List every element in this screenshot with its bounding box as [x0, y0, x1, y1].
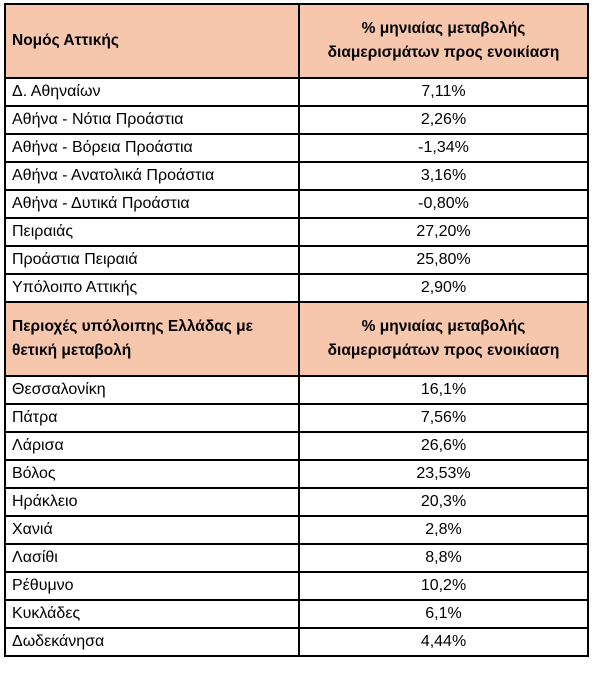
change-value: -1,34% — [299, 134, 588, 162]
region-name: Αθήνα - Ανατολικά Προάστια — [5, 162, 299, 190]
region-name: Υπόλοιπο Αττικής — [5, 274, 299, 302]
table-row — [5, 488, 588, 516]
section-header-attica — [5, 4, 588, 78]
section-header-value-line2: διαμερισμάτων προς ενοικίαση — [327, 44, 560, 61]
section-header-value — [299, 302, 588, 376]
region-name: Αθήνα - Νότια Προάστια — [5, 106, 299, 134]
table-row — [5, 516, 588, 544]
section-header-value-line1: % μηνιαίας μεταβολής — [361, 20, 526, 37]
section-header-label — [5, 302, 299, 376]
table-row — [5, 190, 588, 218]
change-value: 7,11% — [299, 78, 588, 106]
region-name: Δ. Αθηναίων — [5, 78, 299, 106]
section-header-value-line1: % μηνιαίας μεταβολής — [361, 318, 526, 335]
region-name: Ηράκλειο — [5, 488, 299, 516]
change-value: 6,1% — [299, 600, 588, 628]
section-header-rest-of-greece — [5, 302, 588, 376]
change-value: 8,8% — [299, 544, 588, 572]
table-row — [5, 404, 588, 432]
change-value: 7,56% — [299, 404, 588, 432]
table-row — [5, 274, 588, 302]
rent-change-table — [4, 3, 589, 657]
region-name: Αθήνα - Βόρεια Προάστια — [5, 134, 299, 162]
change-value: 2,26% — [299, 106, 588, 134]
region-name: Προάστια Πειραιά — [5, 246, 299, 274]
section-header-value-line2: διαμερισμάτων προς ενοικίαση — [327, 342, 560, 359]
table-row — [5, 218, 588, 246]
region-name: Δωδεκάνησα — [5, 628, 299, 656]
table-row — [5, 460, 588, 488]
table-row — [5, 432, 588, 460]
section-header-label-text: Νομός Αττικής — [12, 32, 119, 49]
region-name: Λάρισα — [5, 432, 299, 460]
region-name: Πειραιάς — [5, 218, 299, 246]
change-value: 3,16% — [299, 162, 588, 190]
table-row — [5, 376, 588, 404]
section-header-label-line1: Περιοχές υπόλοιπης Ελλάδας με — [12, 318, 253, 335]
change-value: 4,44% — [299, 628, 588, 656]
change-value: 10,2% — [299, 572, 588, 600]
section-header-label-line2: θετική μεταβολή — [12, 342, 132, 359]
region-name: Βόλος — [5, 460, 299, 488]
change-value: 25,80% — [299, 246, 588, 274]
region-name: Αθήνα - Δυτικά Προάστια — [5, 190, 299, 218]
region-name: Κυκλάδες — [5, 600, 299, 628]
change-value: 23,53% — [299, 460, 588, 488]
change-value: 16,1% — [299, 376, 588, 404]
rent-change-table-container — [4, 3, 587, 657]
change-value: 2,8% — [299, 516, 588, 544]
change-value: -0,80% — [299, 190, 588, 218]
table-row — [5, 78, 588, 106]
section-header-label — [5, 4, 299, 78]
table-row — [5, 628, 588, 656]
table-row — [5, 134, 588, 162]
region-name: Πάτρα — [5, 404, 299, 432]
change-value: 20,3% — [299, 488, 588, 516]
change-value: 2,90% — [299, 274, 588, 302]
region-name: Λασίθι — [5, 544, 299, 572]
region-name: Θεσσαλονίκη — [5, 376, 299, 404]
table-row — [5, 162, 588, 190]
change-value: 27,20% — [299, 218, 588, 246]
table-row — [5, 544, 588, 572]
region-name: Χανιά — [5, 516, 299, 544]
table-row — [5, 572, 588, 600]
region-name: Ρέθυμνο — [5, 572, 299, 600]
table-body — [5, 4, 588, 656]
table-row — [5, 246, 588, 274]
change-value: 26,6% — [299, 432, 588, 460]
table-row — [5, 600, 588, 628]
table-row — [5, 106, 588, 134]
section-header-value — [299, 4, 588, 78]
